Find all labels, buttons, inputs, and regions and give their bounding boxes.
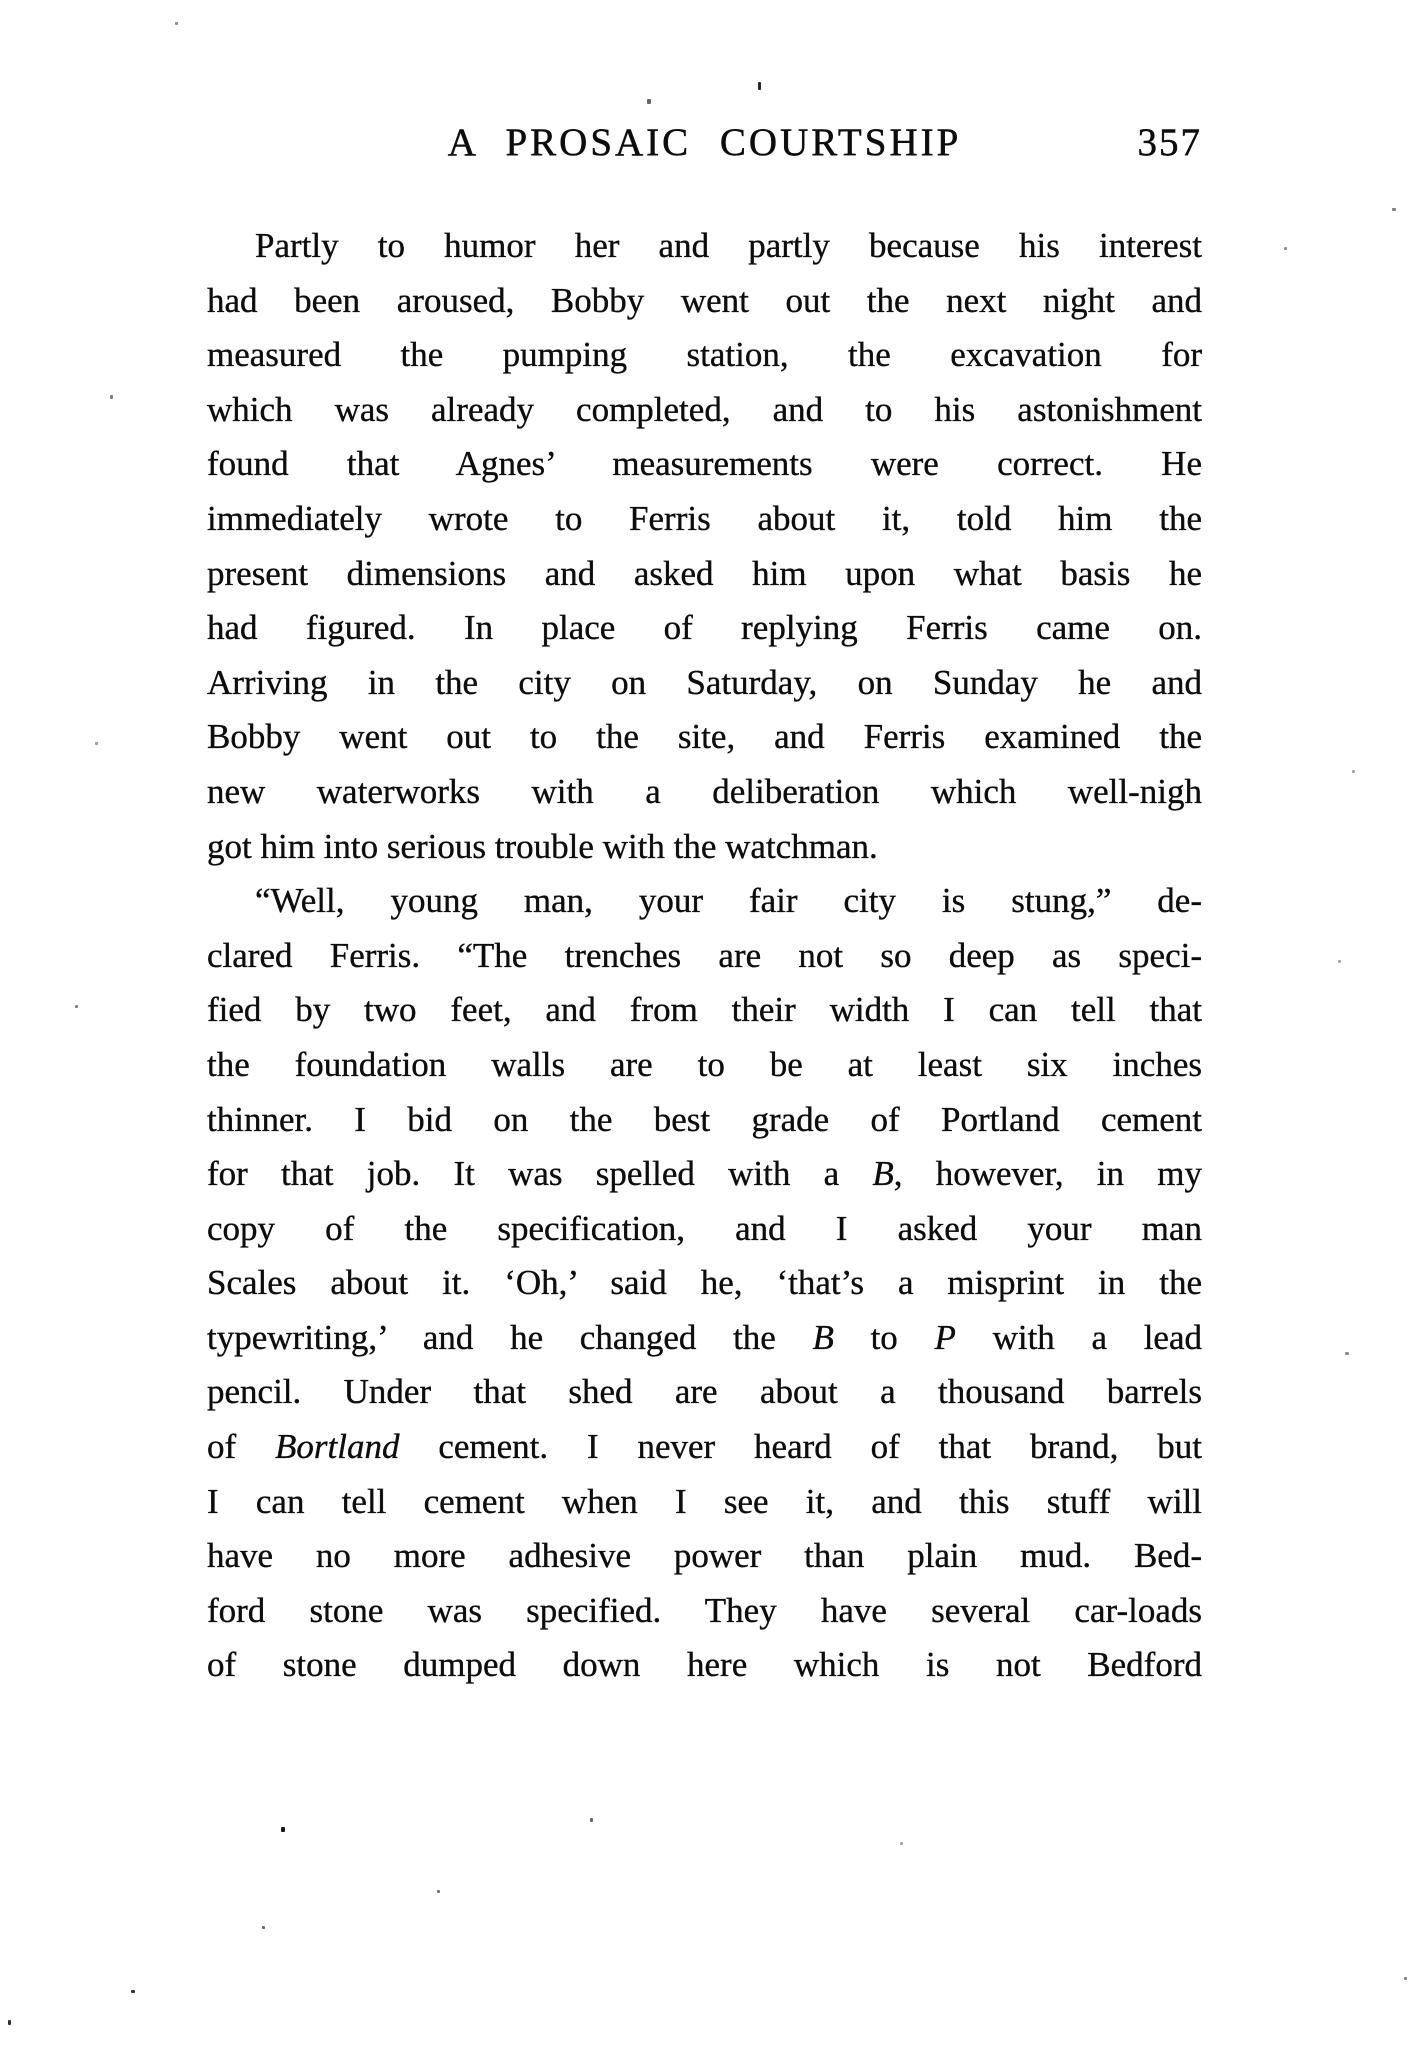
scan-speck <box>900 1842 903 1845</box>
text-line: new waterworks with a deliberation which well-nigh <box>207 771 1202 811</box>
scan-speck <box>590 1818 593 1822</box>
scan-speck <box>95 742 98 745</box>
text-line: got him into serious trouble with the watchman. <box>207 826 878 866</box>
text-line: present dimensions and asked him upon what basis he <box>207 553 1202 593</box>
text-line: measured the pumping station, the excavation for <box>207 335 1202 375</box>
chapter-title: A PROSAIC COURTSHIP <box>447 121 962 164</box>
text-line: for that job. It was spelled with a B, however, in my <box>207 1154 1202 1194</box>
text-line: “Well, young man, your fair city is stung,” de- <box>255 881 1202 921</box>
text-line: thinner. I bid on the best grade of Portland cement <box>207 1099 1202 1139</box>
text-line: ford stone was specified. They have several car-loads <box>207 1590 1202 1630</box>
scan-speck <box>1392 208 1396 211</box>
scan-speck <box>1284 247 1287 250</box>
text-line: have no more adhesive power than plain mud. Bed- <box>207 1536 1202 1576</box>
text-line: immediately wrote to Ferris about it, told him the <box>207 498 1202 538</box>
text-line: copy of the specification, and I asked your man <box>207 1208 1202 1248</box>
page-header <box>207 116 1202 170</box>
text-line: Partly to humor her and partly because his interest <box>255 226 1202 265</box>
scan-speck <box>281 1827 285 1832</box>
page-text <box>207 219 1202 1693</box>
text-line: I can tell cement when I see it, and this stuff will <box>207 1481 1202 1521</box>
scan-speck <box>1345 1352 1349 1355</box>
scan-speck <box>131 1990 135 1993</box>
text-line: Arriving in the city on Saturday, on Sunday he and <box>207 662 1202 702</box>
scan-speck <box>1352 770 1355 773</box>
scan-speck <box>75 1005 78 1008</box>
scan-speck <box>437 1890 440 1893</box>
scan-speck <box>175 22 178 25</box>
scan-speck <box>647 99 651 104</box>
text-line: had been aroused, Bobby went out the next night and <box>207 280 1202 320</box>
scan-speck <box>758 82 761 90</box>
text-line: found that Agnes’ measurements were correct. He <box>207 444 1202 484</box>
text-line: had figured. In place of replying Ferris came on. <box>207 608 1202 648</box>
text-line: which was already completed, and to his astonishment <box>207 389 1202 429</box>
text-line: fied by two feet, and from their width I can tell that <box>207 990 1202 1030</box>
scan-speck <box>1338 960 1341 963</box>
text-line: of Bortland cement. I never heard of that brand, but <box>207 1427 1202 1467</box>
text-line: Scales about it. ‘Oh,’ said he, ‘that’s a misprint in the <box>207 1263 1202 1303</box>
text-line: typewriting,’ and he changed the B to P with a lead <box>207 1317 1202 1357</box>
scan-speck <box>110 395 113 399</box>
scan-speck <box>262 1926 265 1929</box>
text-line: Bobby went out to the site, and Ferris examined the <box>207 717 1202 757</box>
scan-speck <box>8 2020 11 2025</box>
text-line: the foundation walls are to be at least six inches <box>207 1044 1202 1084</box>
text-line: of stone dumped down here which is not Bedford <box>207 1645 1202 1685</box>
page-number: 357 <box>1137 121 1202 164</box>
text-line: clared Ferris. “The trenches are not so deep as speci- <box>207 935 1202 975</box>
text-line: pencil. Under that shed are about a thousand barrels <box>207 1372 1202 1412</box>
scan-speck <box>1404 1977 1407 1980</box>
